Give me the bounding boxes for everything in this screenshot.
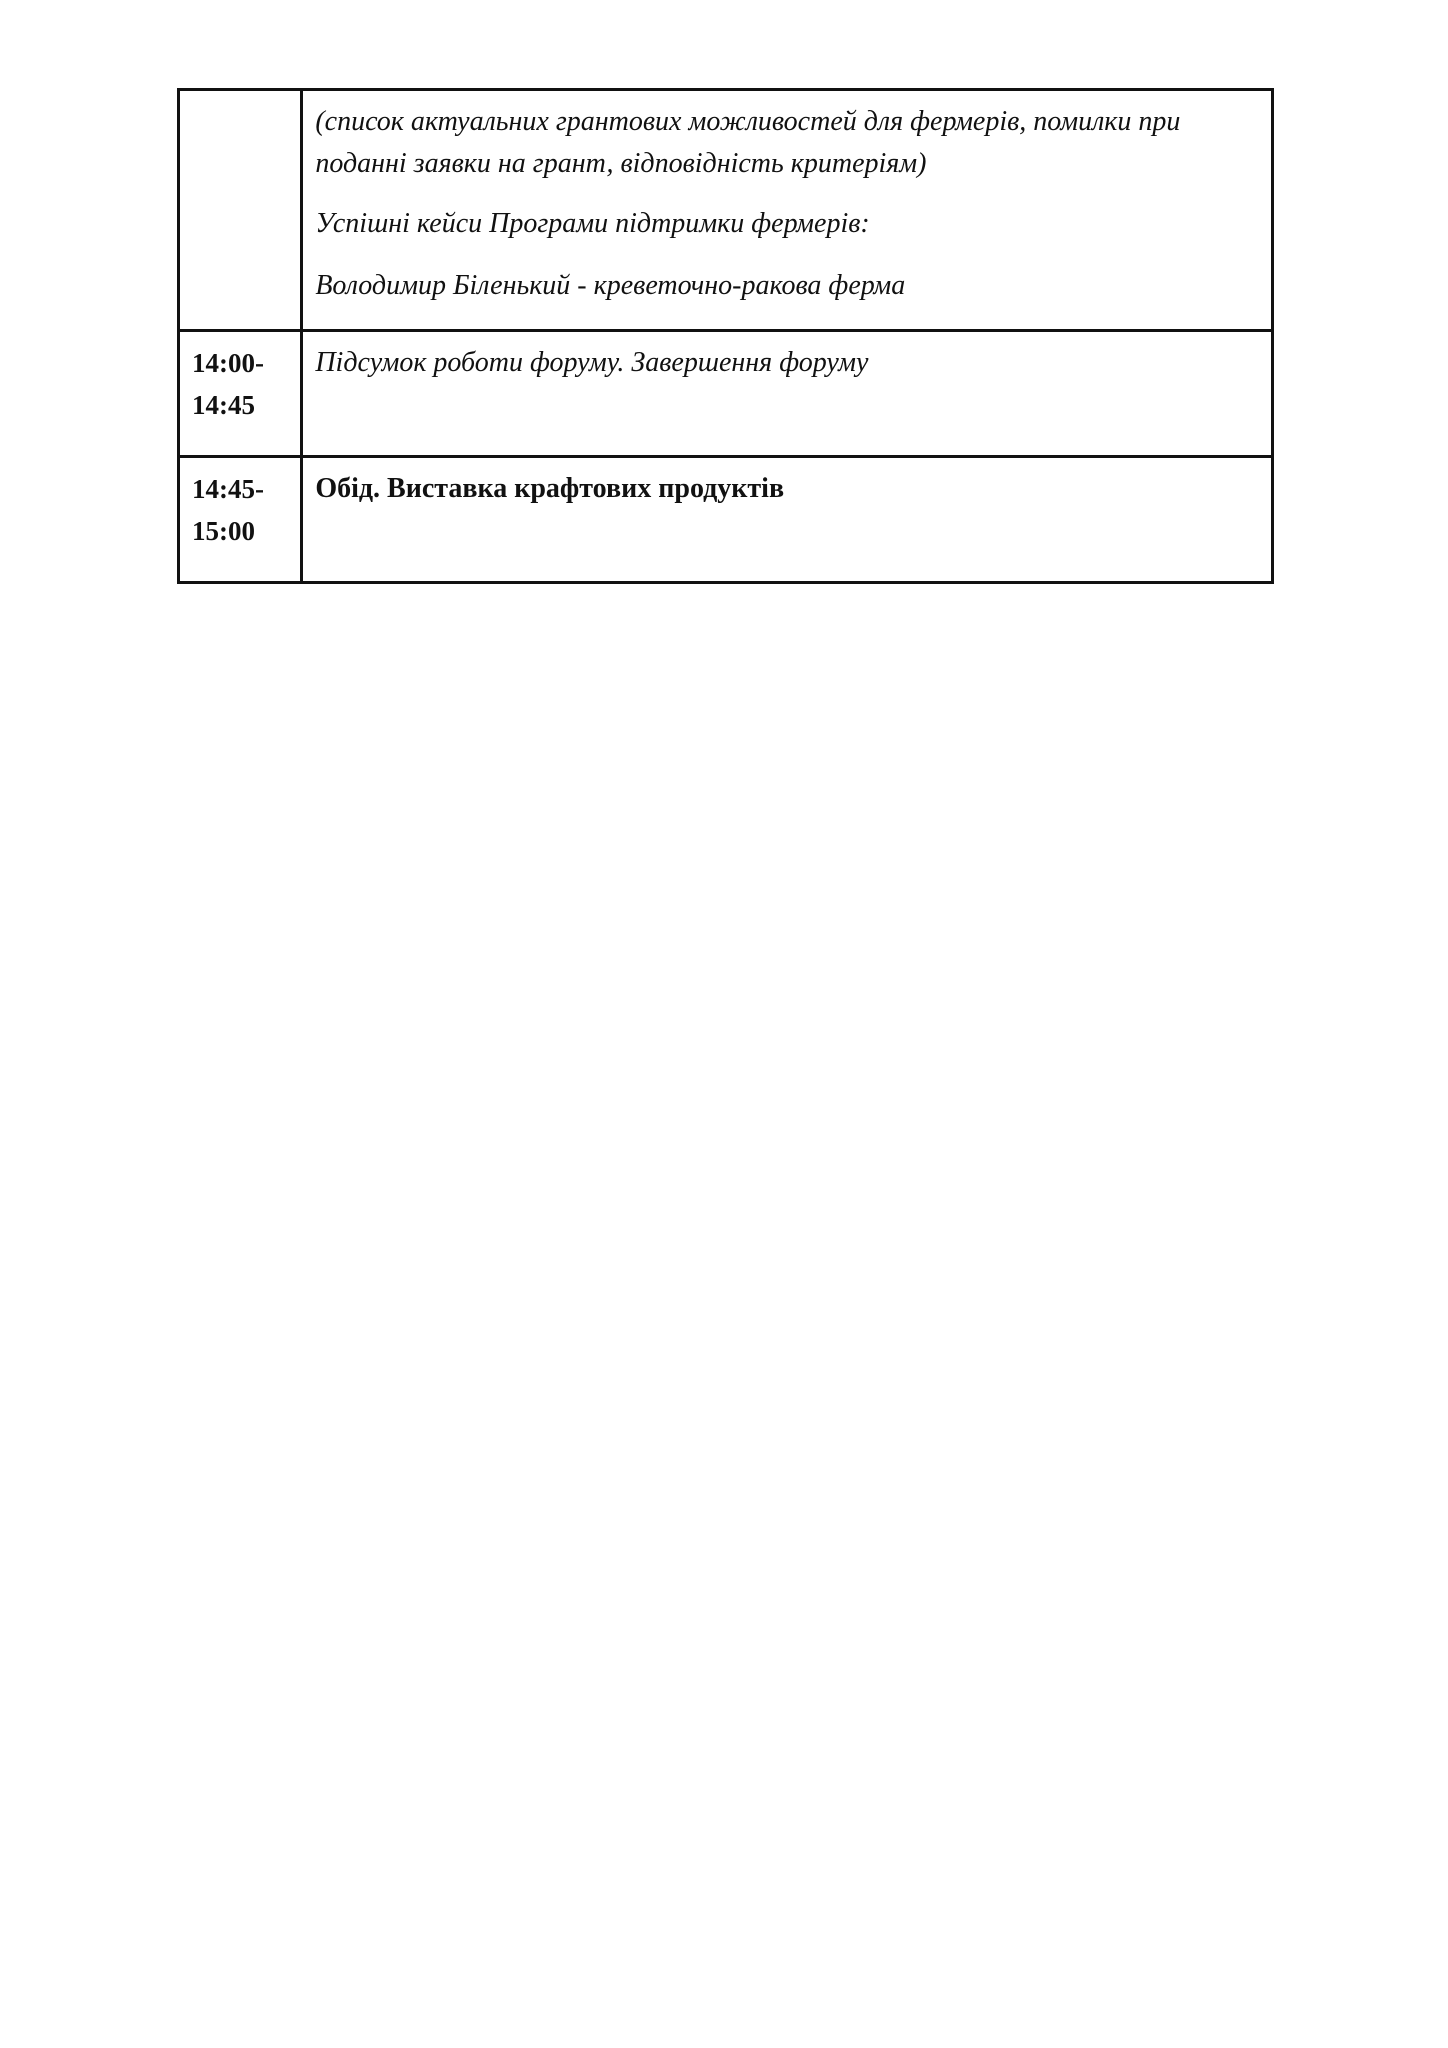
success-case-item: Володимир Біленький - креветочно-ракова ферма — [315, 270, 906, 301]
table-row — [179, 331, 1273, 457]
schedule-table — [177, 88, 1274, 584]
lunch-exhibition-text: Обід. Виставка крафтових продуктів — [315, 473, 785, 504]
grant-opportunities-text: (список актуальних грантових можливостей для фермерів, помилки при поданні заявки на грант, відповідність критеріям) — [315, 106, 1181, 179]
table-row — [179, 457, 1273, 583]
table-row — [179, 90, 1273, 331]
time-start: 14:00- — [192, 348, 264, 378]
time-cell — [179, 457, 302, 583]
time-end: 15:00 — [192, 516, 255, 546]
time-start: 14:45- — [192, 474, 264, 504]
description-cell — [302, 331, 1273, 457]
description-cell — [302, 457, 1273, 583]
description-cell — [302, 90, 1273, 331]
time-end: 14:45 — [192, 390, 255, 420]
forum-summary-text: Підсумок роботи форуму. Завершення форуму — [315, 347, 869, 378]
success-cases-heading: Успішні кейси Програми підтримки фермерів: — [315, 208, 870, 239]
time-cell — [179, 331, 302, 457]
time-cell-empty — [179, 90, 302, 331]
